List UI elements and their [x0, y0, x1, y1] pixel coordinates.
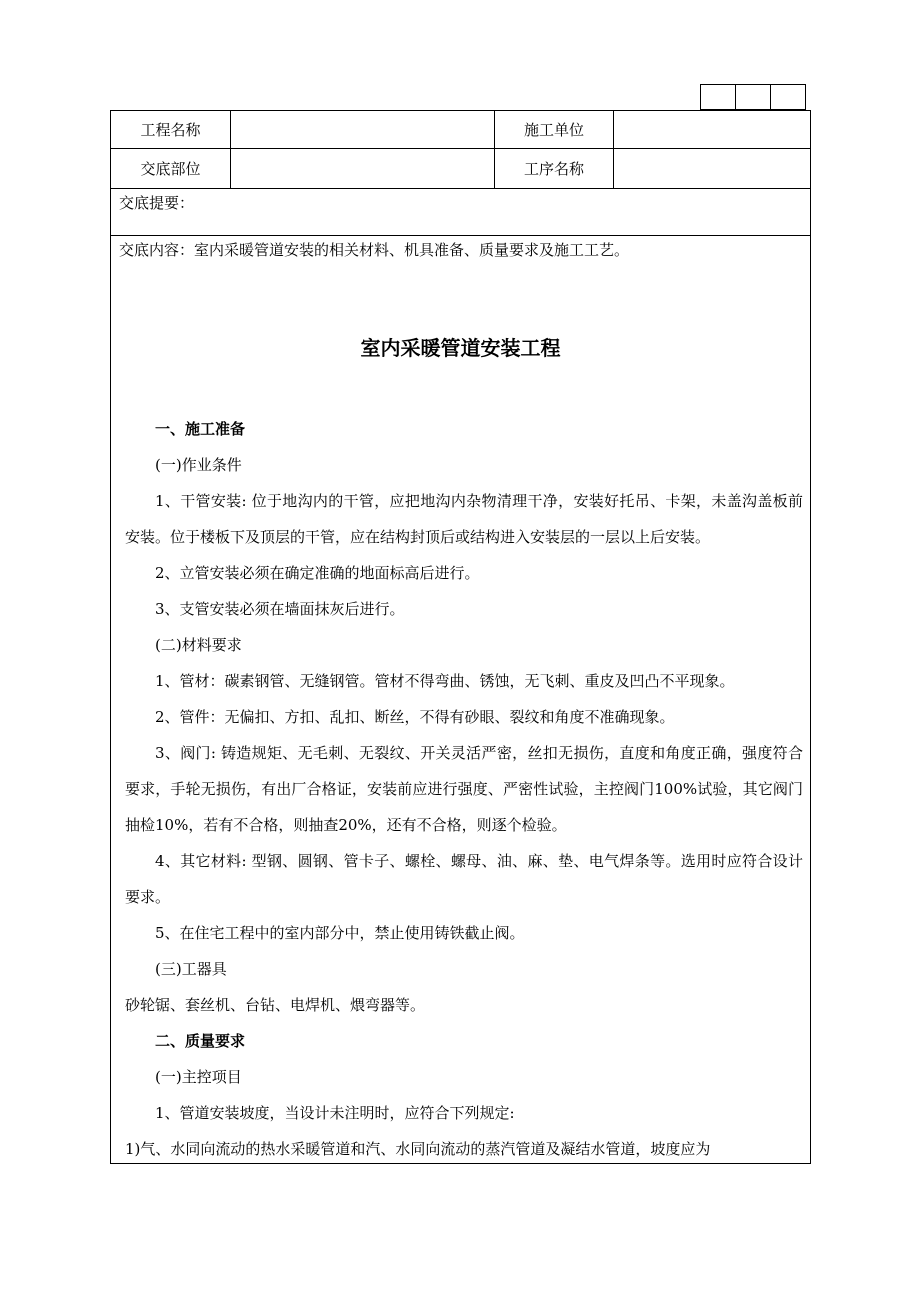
record-number-box [770, 84, 806, 110]
body-paragraph: 2、立管安装必须在确定准确的地面标高后进行。 [155, 564, 480, 582]
body-paragraph: 3、阀门: 铸造规矩、无毛刺、无裂纹、开关灵活严密，丝扣无损伤，直度和角度正确，强度符合要求，手轮无损伤，有出厂合格证，安装前应进行强度、严密性试验，主控阀门100%试验，其它阀门抽检10%，若有不合格，则抽查20%，还有不合格，则逐个检验。 [125, 744, 803, 834]
body-paragraph: 5、在住宅工程中的室内部分中，禁止使用铸铁截止阀。 [155, 924, 525, 942]
handover-part-label: 交底部位 [140, 160, 201, 178]
body-paragraph: (一)作业条件 [155, 456, 242, 474]
body-paragraph: 1)气、水同向流动的热水采暖管道和汽、水同向流动的蒸汽管道及凝结水管道，坡度应为 [125, 1140, 711, 1158]
process-name-label: 工序名称 [523, 160, 584, 178]
body-paragraph: (三)工器具 [155, 960, 227, 978]
body-paragraph: 3、支管安装必须在墙面抹灰后进行。 [155, 600, 405, 618]
row-divider [111, 148, 810, 149]
content-intro: 交底内容：室内采暖管道安装的相关材料、机具准备、质量要求及施工工艺。 [119, 241, 630, 259]
body-paragraph: 1、干管安装: 位于地沟内的干管，应把地沟内杂物清理干净，安装好托吊、卡架，未盖沟盖板前安装。位于楼板下及顶层的干管，应在结构封顶后或结构进入安装层的一层以上后安装。 [125, 492, 803, 546]
body-paragraph: 4、其它材料: 型钢、圆钢、管卡子、螺栓、螺母、油、麻、垫、电气焊条等。选用时应符合设计要求。 [125, 852, 803, 906]
section-heading: 一、施工准备 [155, 420, 246, 438]
body-paragraph: 1、管材：碳素钢管、无缝钢管。管材不得弯曲、锈蚀，无飞刺、重皮及凹凸不平现象。 [155, 672, 735, 690]
column-divider [230, 111, 231, 189]
row-divider [111, 235, 810, 236]
handover-form [110, 110, 811, 1164]
document-body [125, 411, 803, 1167]
record-number-box [735, 84, 771, 110]
construction-unit-label: 施工单位 [523, 121, 584, 139]
record-number-boxes [700, 84, 806, 110]
row-divider [111, 188, 810, 189]
body-paragraph: (二)材料要求 [155, 636, 242, 654]
project-name-label: 工程名称 [140, 121, 201, 139]
document-title: 室内采暖管道安装工程 [360, 336, 561, 360]
summary-label: 交底提要： [119, 194, 195, 212]
body-paragraph: 2、管件：无偏扣、方扣、乱扣、断丝，不得有砂眼、裂纹和角度不准确现象。 [155, 708, 675, 726]
body-paragraph: 砂轮锯、套丝机、台钻、电焊机、煨弯器等。 [125, 996, 426, 1014]
record-number-box [700, 84, 736, 110]
section-heading: 二、质量要求 [155, 1032, 246, 1050]
body-paragraph: (一)主控项目 [155, 1068, 242, 1086]
body-paragraph: 1、管道安装坡度，当设计未注明时，应符合下列规定: [155, 1104, 515, 1122]
column-divider [613, 111, 614, 189]
